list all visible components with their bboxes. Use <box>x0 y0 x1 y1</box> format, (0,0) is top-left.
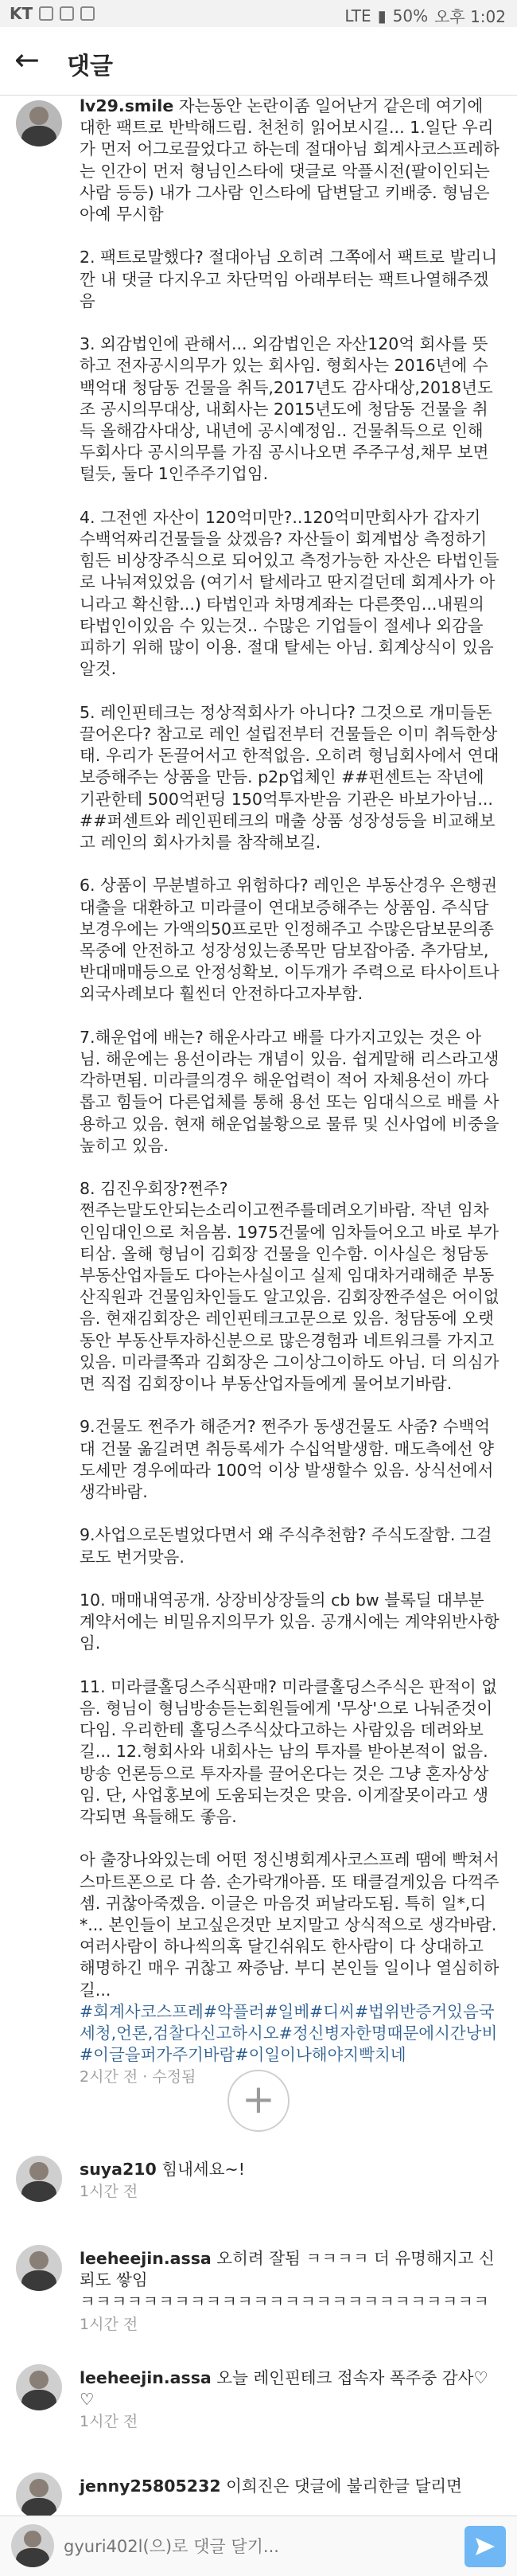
avatar[interactable] <box>16 2245 62 2291</box>
reply-text: 오히려 잘됨 ㅋㅋㅋㅋ 더 유명해지고 신뢰도 쌓임 ㅋㅋㅋㅋㅋㅋㅋㅋㅋㅋㅋㅋㅋㅋㅋㅋㅋㅋㅋㅋㅋㅋㅋㅋㅋㅋ <box>80 2249 495 2312</box>
comment-time: 2시간 전 <box>80 2068 138 2086</box>
send-button[interactable] <box>465 2526 506 2567</box>
status-bar <box>0 0 517 27</box>
my-avatar <box>11 2524 54 2567</box>
comment-username[interactable]: lv29.smile <box>80 96 174 115</box>
reply-time: 1시간 전 <box>80 2413 138 2431</box>
reply-username[interactable]: jenny25805232 <box>80 2476 221 2496</box>
avatar[interactable] <box>16 100 62 146</box>
comment-edited: 수정됨 <box>152 2068 196 2086</box>
comment-body: 자는동안 논란이좀 일어난거 같은데 여기에 대한 팩트로 반박해드림. 천천히 읽어보시길... 1.일단 우리가 먼저 어그로끌었다고 하는데 절대아님 회계사코스프레하는 인간이 먼저 형님인스타에 댓글로 악플시전(팔이인되는사람 등등) 내가 그사람 인스타에 답변달고 키배중. 형님은 아예 무시함 2. 팩트로말했다? 절대아님 오히려 그쪽에서 팩트로 발리니깐 내 댓글 다지우고 차단먹임 아래부터는 팩트나열해주겠음 3. 외감법인에 관해서... 외감법인은 자산120억 회사를 뜻하고 전자공시의무가 있는 회사임. 형회사는 2016년에 수백억대 청담동 건물을 취득,2017년도 감사대상,2018년도조 공시의무대상, 내회사는 2015년도에 청담동 건물을 취득 올해감사대상, 내년에 공시예정임.. 건물취득으로 인해 두회사다 공시의무를 가짐 공시나오면 주주구성,채무 보면 털듯, 둘다 1인주주기업임. 4. 그전엔 자산이 120억미만?..120억미만회사가 갑자기 수백억짜리건물들을 샀겠음? 자산들이 회계법상 측정하기힘든 비상장주식으로 되어있고 측정가능한 자산은 타법인들로 나눠져있었음 (여기서 탈세라고 딴지걸던데 회계사가 아니라고 확신함...) 타법인과 차명계좌는 다른쯧임...내뭔의 타법인이있음 수 있는것.. 수많은 기업들이 절세나 외감을 피하기 위해 많이 이용. 절대 탈세는 아님. 회계상식이 있음 알것. 5. 레인핀테크는 정상적회사가 아니다? 그것으로 개미들돈 끌어온다? 참고로 레인 설립전부터 건물들은 이미 취득한상태. 우리가 돈끌어서고 한적없음. 오히려 형님회사에서 연대보증해주는 상품을 만듬. p2p업체인 ##펀센트는 작년에 기관한테 500억펀딩 150억투자받음 기관은 바보가아님... ##퍼센트와 레인핀테크의 매출 상품 성장성등을 비교해보고 레인의 회사가치를 참작해보길. 6. 상품이 무분별하고 위험하다? 레인은 부동산경우 은행권대출을 대환하고 미라클이 연대보증해주는 상품임. 주식담보경우에는 가액의50프로만 인정해주고 수많은담보문의종목중에 안전하고 성장성있는종목만 담보잡아줌. 추가담보,반대매매등으로 안정성확보. 이두개가 주력으로 타사이트나 외국사례보다 훨씬더 안전하다고자부함. 7.해운업에 배는? 해운사라고 배를 다가지고있는 것은 아님. 해운에는 용선이라는 개념이 있음. 쉽게말해 리스라고생각하면됨. 미라클의경우 해운업력이 적어 자체용선이 까다롭고 힘들어 다른업체를 통해 용선 또는 임대식으로 배를 사용하고 있음. 현재 해운업불황으로 물류 및 신사업에 비중을 높히고 있음. 8. 김진우회장?쩐주? 쩐주는말도안되는소리이고쩐주를데려오기바람. 작년 임차인임대인으로 처음봄. 1975건물에 임차들어오고 바로 부가티삼. 올해 형님이 김회장 건물을 인수함. 이사실은 청담동 부동산업자들도 다아는사실이고 실제 임대차거래해준 부동산직원과 건물임차인들도 알고있음. 김회장짠주설은 어이없음. 현재김회장은 레인핀테크고문으로 있음. 청담동에 오랫동안 부동산투자하신분으로 많은경험과 네트워크를 가지고있음. 미라클쪽과 김회장은 그이상그이하도 아님. 더 의심가면 직접 김회장이나 부동산업자들에게 물어보기바람. 9.건물도 쩐주가 해준거? 쩐주가 동생건물도 사줌? 수백억대 건물 옮길려면 취등록세가 수십억발생함. 매도측에선 양도세만 경우에따라 100억 이상 발생할수 있음. 상식선에서 생각바람. 9.사업으로돈벌었다면서 왜 주식추천함? 주식도잘함. 그걸로도 번거맞음. 10. 매매내역공개. 상장비상장들의 cb bw 블록딜 대부분 계약서에는 비밀유지의무가 있음. 공개시에는 계약위반사항임. 11. 미라클홀딩스주식판매? 미라클홀딩스주식은 판적이 없음. 형님이 형님방송듣는회원들에게 '무상'으로 나눠준것이 다임. 우리한테 홀딩스주식샀다고하는 사람있음 데려와보길... 12.형회사와 내회사는 남의 투자를 받아본적이 없음. 방송 언론등으로 투자자를 끌어온다는 것은 그냥 혼자상상임. 단, 사업홍보에 도움되는것은 맞음. 이게잘못이라고 생각되면 욕들해도 좋음. 아 출장나와있는데 어떤 정신병회계사코스프레 땜에 빡쳐서 스마트폰으로 다 씀. 손가락개아픔. 또 태클걸게있음 다꺽주셈. 귀찮아죽겠음. 이글은 마음것 퍼날라도됨. 특히 일*,디*... 본인들이 보고싶은것만 보지말고 상식적으로 생각바람. 여러사람이 하나씩의혹 달긴쉬워도 한사람이 다 상대하고 해명하긴 매우 귀찮고 짜증남. 부디 본인들 일이나 열심히하길... <box>80 96 500 2000</box>
comment-text: lv29.smile 자는동안 논란이좀 일어난거 같은데 여기에 대한 팩트로 반박해드림. 천천히 읽어보시길... 1.일단 우리가 먼저 어그로끌었다고 하는데 절대아님 회계사코스프레하는 인간이 먼저 형님인스타에 댓글로 악플시전(팔이인되는사람 등등) 내가 그사람 인스타에 답변달고 키배중. 형님은 아예 무시함 2. 팩트로말했다? 절대아님 오히려 그쪽에서 팩트로 발리니깐 내 댓글 다지우고 차단먹임 아래부터는 팩트나열해주겠음 3. 외감법인에 관해서... 외감법인은 자산120억 회사를 뜻하고 전자공시의무가 있는 회사임. 형회사는 2016년에 수백억대 청담동 건물을 취득,2017년도 감사대상,2018년도조 공시의무대상, 내회사는 2015년도에 청담동 건물을 취득 올해감사대상, 내년에 공시예정임.. 건물취득으로 인해 두회사다 공시의무를 가짐 공시나오면 주주구성,채무 보면 털듯, 둘다 1인주주기업임. 4. 그전엔 자산이 120억미만?..120억미만회사가 갑자기 수백억짜리건물들을 샀겠음? 자산들이 회계법상 측정하기힘든 비상장주식으로 되어있고 측정가능한 자산은 타법인들로 나눠져있었음 (여기서 탈세라고 딴지걸던데 회계사가 아니라고 확신함...) 타법인과 차명계좌는 다른쯧임...내뭔의 타법인이있음 수 있는것.. 수많은 기업들이 절세나 외감을 피하기 위해 많이 이용. 절대 탈세는 아님. 회계상식이 있음 알것. 5. 레인핀테크는 정상적회사가 아니다? 그것으로 개미들돈 끌어온다? 참고로 레인 설립전부터 건물들은 이미 취득한상태. 우리가 돈끌어서고 한적없음. 오히려 형님회사에서 연대보증해주는 상품을 만듬. p2p업체인 ##펀센트는 작년에 기관한테 500억펀딩 150억투자받음 기관은 바보가아님... ##퍼센트와 레인핀테크의 매출 상품 성장성등을 비교해보고 레인의 회사가치를 참작해보길. 6. 상품이 무분별하고 위험하다? 레인은 부동산경우 은행권대출을 대환하고 미라클이 연대보증해주는 상품임. 주식담보경우에는 가액의50프로만 인정해주고 수많은담보문의종목중에 안전하고 성장성있는종목만 담보잡아줌. 추가담보,반대매매등으로 안정성확보. 이두개가 주력으로 타사이트나 외국사례보다 훨씬더 안전하다고자부함. 7.해운업에 배는? 해운사라고 배를 다가지고있는 것은 아님. 해운에는 용선이라는 개념이 있음. 쉽게말해 리스라고생각하면됨. 미라클의경우 해운업력이 적어 자체용선이 까다롭고 힘들어 다른업체를 통해 용선 또는 임대식으로 배를 사용하고 있음. 현재 해운업불황으로 물류 및 신사업에 비중을 높히고 있음. 8. 김진우회장?쩐주? 쩐주는말도안되는소리이고쩐주를데려오기바람. 작년 임차인임대인으로 처음봄. 1975건물에 임차들어오고 바로 부가티삼. 올해 형님이 김회장 건물을 인수함. 이사실은 청담동 부동산업자들도 다아는사실이고 실제 임대차거래해준 부동산직원과 건물임차인들도 알고있음. 김회장짠주설은 어이없음. 현재김회장은 레인핀테크고문으로 있음. 청담동에 오랫동안 부동산투자하신분으로 많은경험과 네트워크를 가지고있음. 미라클쪽과 김회장은 그이상그이하도 아님. 더 의심가면 직접 김회장이나 부동산업자들에게 물어보기바람. 9.건물도 쩐주가 해준거? 쩐주가 동생건물도 사줌? 수백억대 건물 옮길려면 취등록세가 수십억발생함. 매도측에선 양도세만 경우에따라 100억 이상 발생할수 있음. 상식선에서 생각바람. 9.사업으로돈벌었다면서 왜 주식추천함? 주식도잘함. 그걸로도 번거맞음. 10. 매매내역공개. 상장비상장들의 cb bw 블록딜 대부분 계약서에는 비밀유지의무가 있음. 공개시에는 계약위반사항임. 11. 미라클홀딩스주식판매? 미라클홀딩스주식은 판적이 없음. 형님이 형님방송듣는회원들에게 '무상'으로 나눠준것이 다임. 우리한테 홀딩스주식샀다고하는 사람있음 데려와보길... 12.형회사와 내회사는 남의 투자를 받아본적이 없음. 방송 언론등으로 투자자를 끌어온다는 것은 그냥 혼자상상임. 단, 사업홍보에 도움되는것은 맞음. 이게잘못이라고 생각되면 욕들해도 좋음. 아 출장나와있는데 어떤 정신병회계사코스프레 땜에 빡쳐서 스마트폰으로 다 씀. 손가락개아픔. 또 태클걸게있음 다꺽주셈. 귀찮아죽겠음. 이글은 마음것 퍼날라도됨. 특히 일*,디*... 본인들이 보고싶은것만 보지말고 상식적으로 생각바람. 여러사람이 하나씩의혹 달긴쉬워도 한사람이 다 상대하고 해명하긴 매우 귀찮고 짜증남. 부디 본인들 일이나 열심히하길... #회계사코스프레#악플러#일베#디씨#법위반증거있음국세청,언론,검찰다신고하시오#정신병자한명때문에시간낭비#이글을퍼가주기바람#이일이나해야지빡치네 2시간 전 · 수정됨 <box>80 96 501 2089</box>
carrier-label: KT <box>10 4 33 23</box>
signal-icon: ▮ <box>377 6 387 25</box>
reply-time: 1시간 전 <box>80 2315 138 2333</box>
network-label: LTE <box>344 6 371 25</box>
comment-input[interactable] <box>64 2529 437 2564</box>
reply-text: 이희진은 댓글에 불리한글 달리면 <box>226 2476 462 2496</box>
avatar[interactable] <box>16 2473 62 2519</box>
clock: 오후 1:02 <box>434 7 506 26</box>
header <box>0 27 517 96</box>
notification-icon <box>60 6 74 21</box>
battery-label: 50% <box>392 6 429 25</box>
page-title: 댓글 <box>67 53 113 80</box>
reply-username[interactable]: leeheejin.assa <box>80 2368 212 2387</box>
notification-icon <box>80 6 95 21</box>
reply-username[interactable]: leeheejin.assa <box>80 2249 212 2268</box>
reply-time: 1시간 전 <box>80 2183 138 2201</box>
back-arrow-icon[interactable]: ← <box>14 42 40 77</box>
reply-username[interactable]: suya210 <box>80 2160 157 2179</box>
comment-hashtags[interactable]: #회계사코스프레#악플러#일베#디씨#법위반증거있음국세청,언론,검찰다신고하시오#정신병자한명때문에시간낭비#이글을퍼가주기바람#이일이나해야지빡치네 <box>80 2001 498 2065</box>
comment-composer <box>0 2516 517 2576</box>
send-arrow-icon <box>474 2535 496 2558</box>
avatar[interactable] <box>16 2156 62 2202</box>
notification-icon <box>39 6 53 21</box>
avatar[interactable] <box>16 2364 62 2410</box>
load-more-plus-icon[interactable]: + <box>227 2070 290 2132</box>
reply-text: 힘내세요~! <box>161 2160 245 2179</box>
reply-text: 오늘 레인핀테크 접속자 폭주중 감사♡♡ <box>80 2368 488 2410</box>
